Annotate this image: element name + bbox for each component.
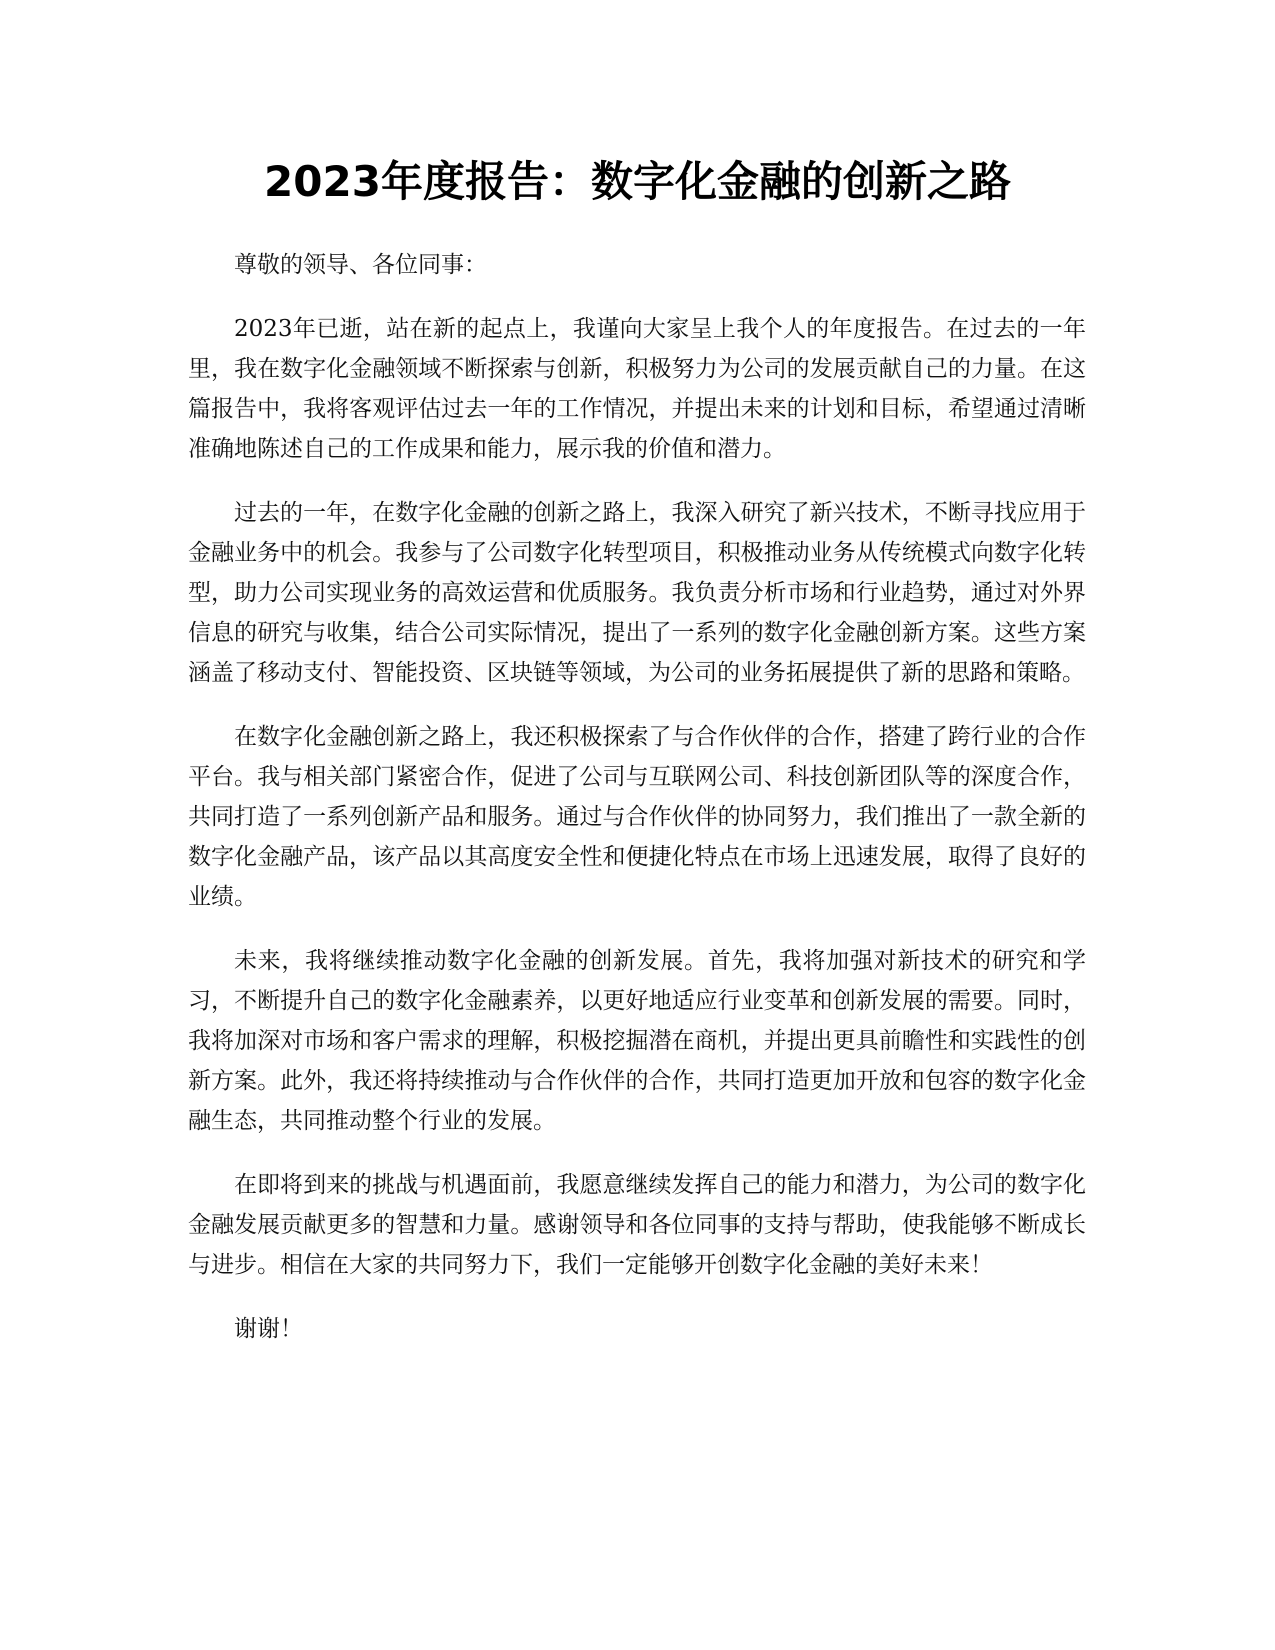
closing: 谢谢！ bbox=[234, 1316, 303, 1342]
paragraph-4: 未来，我将继续推动数字化金融的创新发展。首先，我将加强对新技术的研究和学习，不断提升自己的数字化金融素养，以更好地适应行业变革和创新发展的需要。同时，我将加深对市场和客户需求的理解，积极挖掘潜在商机，并提出更具前瞻性和实践性的创新方案。此外，我还将持续推动与合作伙伴的合作，共同打造更加开放和包容的数字化金融生态，共同推动整个行业的发展。 bbox=[188, 948, 1086, 1134]
salutation: 尊敬的领导、各位同事： bbox=[234, 252, 487, 278]
paragraph-5: 在即将到来的挑战与机遇面前，我愿意继续发挥自己的能力和潜力，为公司的数字化金融发展贡献更多的智慧和力量。感谢领导和各位同事的支持与帮助，使我能够不断成长与进步。相信在大家的共同努力下，我们一定能够开创数字化金融的美好未来！ bbox=[188, 1172, 1086, 1278]
paragraph-2: 过去的一年，在数字化金融的创新之路上，我深入研究了新兴技术，不断寻找应用于金融业务中的机会。我参与了公司数字化转型项目，积极推动业务从传统模式向数字化转型，助力公司实现业务的高效运营和优质服务。我负责分析市场和行业趋势，通过对外界信息的研究与收集，结合公司实际情况，提出了一系列的数字化金融创新方案。这些方案涵盖了移动支付、智能投资、区块链等领域，为公司的业务拓展提供了新的思路和策略。 bbox=[188, 500, 1086, 686]
paragraph-1: 2023年已逝，站在新的起点上，我谨向大家呈上我个人的年度报告。在过去的一年里，我在数字化金融领域不断探索与创新，积极努力为公司的发展贡献自己的力量。在这篇报告中，我将客观评估过去一年的工作情况，并提出未来的计划和目标，希望通过清晰准确地陈述自己的工作成果和能力，展示我的价值和潜力。 bbox=[188, 316, 1086, 462]
document-title: 2023年度报告：数字化金融的创新之路 bbox=[264, 157, 1011, 206]
document-body bbox=[188, 245, 1086, 1373]
paragraph-3: 在数字化金融创新之路上，我还积极探索了与合作伙伴的合作，搭建了跨行业的合作平台。我与相关部门紧密合作，促进了公司与互联网公司、科技创新团队等的深度合作，共同打造了一系列创新产品和服务。通过与合作伙伴的协同努力，我们推出了一款全新的数字化金融产品，该产品以其高度安全性和便捷化特点在市场上迅速发展，取得了良好的业绩。 bbox=[188, 724, 1086, 910]
